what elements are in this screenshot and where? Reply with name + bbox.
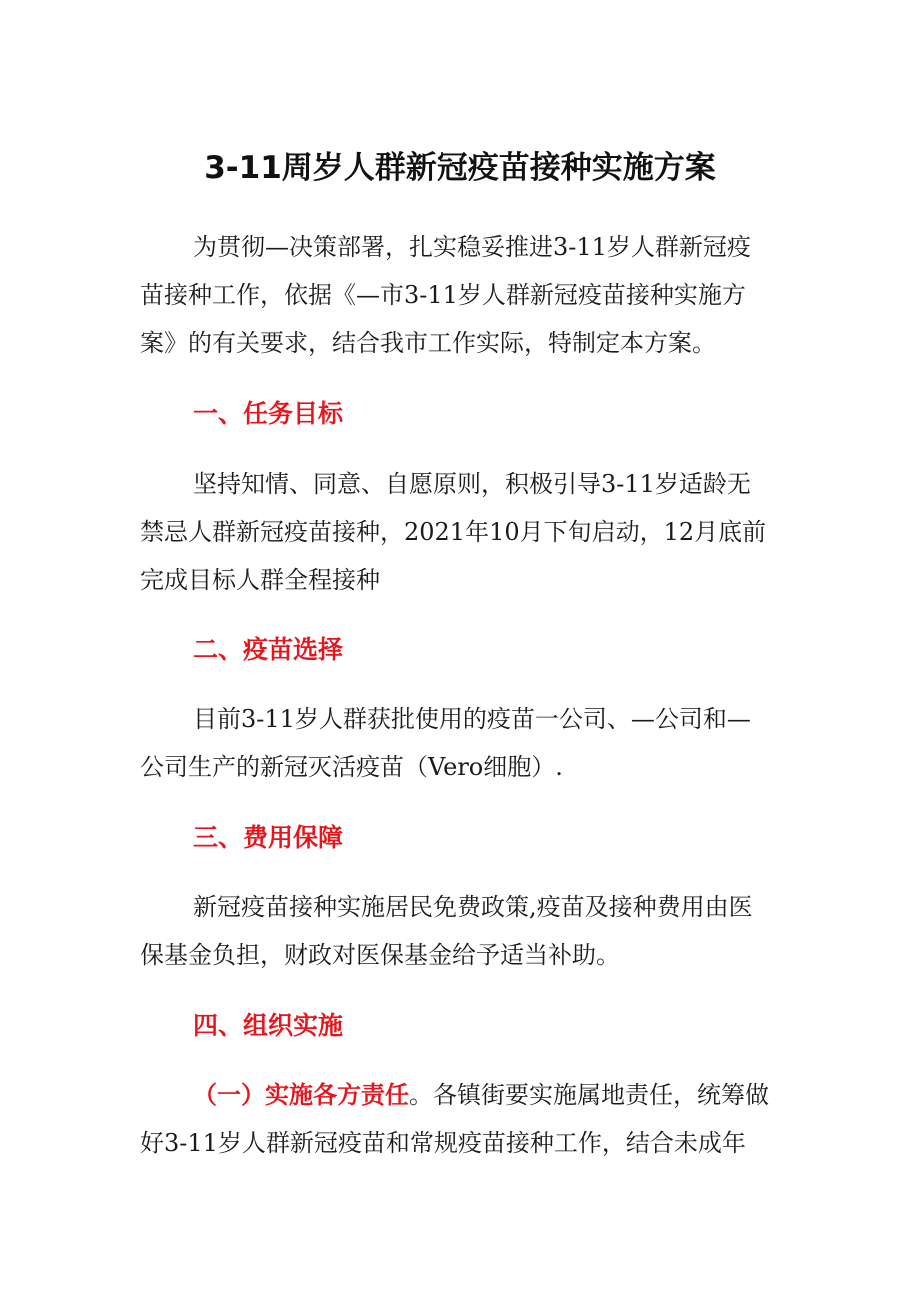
- section-heading-1: 一、任务目标: [193, 399, 344, 428]
- section-2-line-1: 目前3-11岁人群获批使用的疫苗一公司、—公司和—: [193, 705, 751, 733]
- section-1-line-1: 坚持知情、同意、自愿原则，积极引导3-11岁适龄无: [193, 470, 751, 498]
- subsection-1-line-1: [193, 1078, 769, 1112]
- section-1-line-2: 禁忌人群新冠疫苗接种，2021年10月下旬启动，12月底前: [140, 518, 767, 546]
- subsection-1-text: 。各镇街要实施属地责任，统筹做: [409, 1081, 769, 1109]
- intro-line-3: 案》的有关要求，结合我市工作实际，特制定本方案。: [140, 329, 716, 357]
- section-3-line-2: 保基金负担，财政对医保基金给予适当补助。: [140, 941, 620, 969]
- intro-line-2: 苗接种工作，依据《—市3-11岁人群新冠疫苗接种实施方: [140, 281, 746, 309]
- intro-line-1: 为贯彻—决策部署，扎实稳妥推进3-11岁人群新冠疫: [193, 233, 751, 261]
- section-heading-2: 二、疫苗选择: [193, 635, 344, 664]
- subsection-1-label: （一）实施各方责任: [193, 1081, 409, 1109]
- document-title: 3-11周岁人群新冠疫苗接种实施方案: [204, 150, 716, 186]
- section-heading-3: 三、费用保障: [193, 823, 344, 852]
- section-3-line-1: 新冠疫苗接种实施居民免费政策,疫苗及接种费用由医: [193, 893, 753, 921]
- section-1-line-3: 完成目标人群全程接种: [140, 566, 380, 594]
- subsection-1-line-2: 好3-11岁人群新冠疫苗和常规疫苗接种工作，结合未成年: [140, 1129, 746, 1157]
- section-heading-4: 四、组织实施: [193, 1011, 344, 1040]
- section-2-line-2: 公司生产的新冠灭活疫苗（Vero细胞）.: [140, 753, 563, 781]
